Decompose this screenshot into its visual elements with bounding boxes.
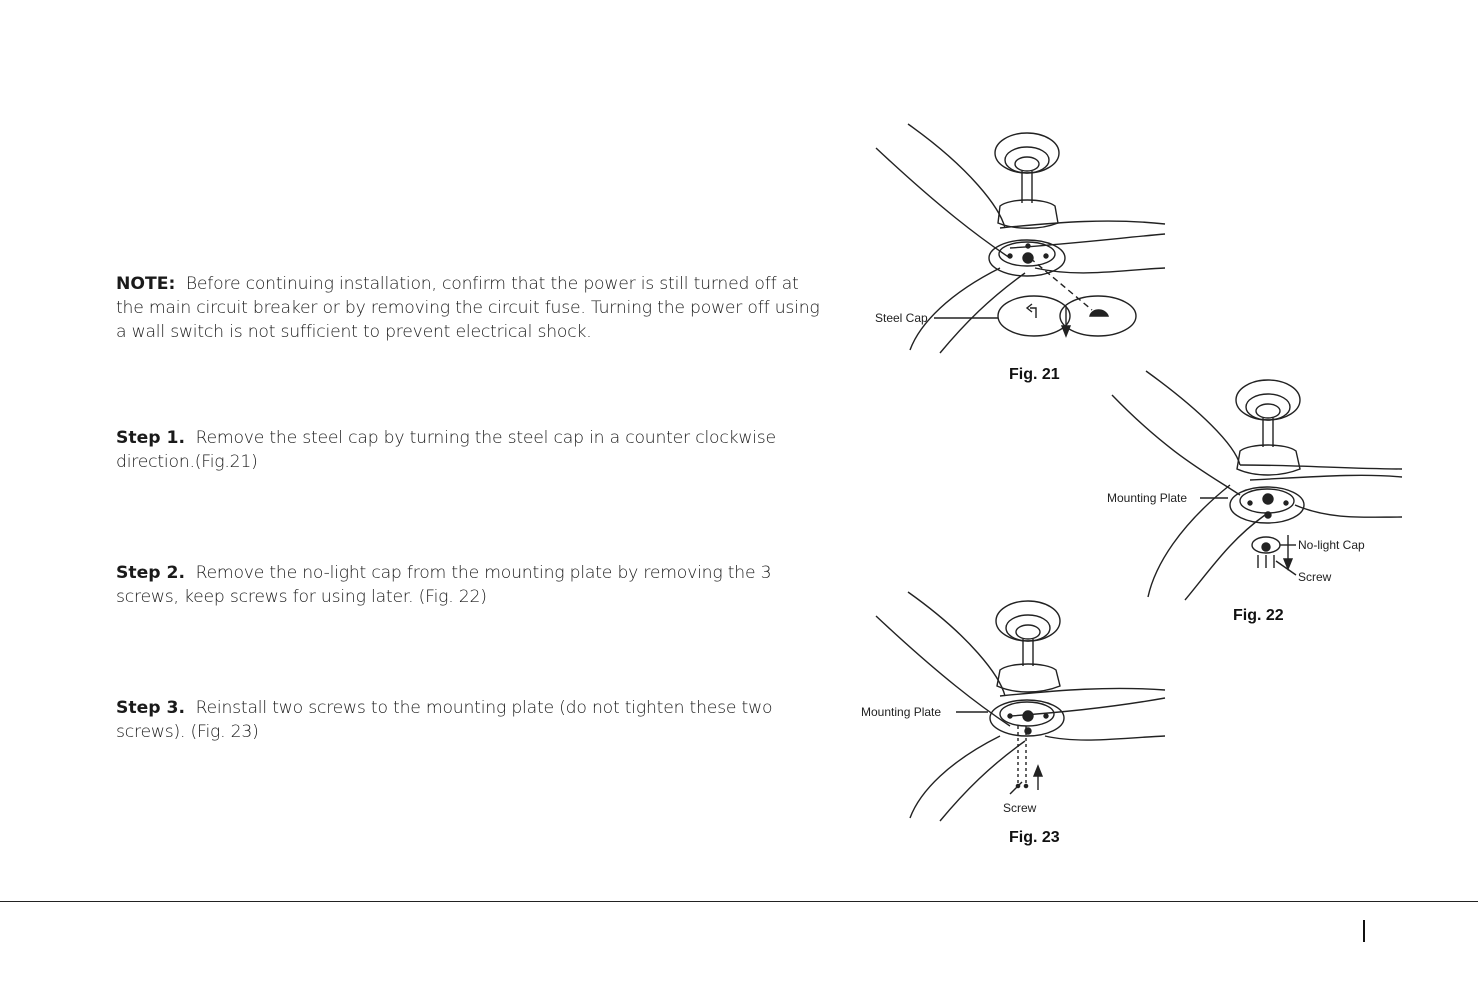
fig23-screw-label: Screw (1003, 801, 1037, 815)
fig21-caption: Fig. 21 (1009, 366, 1060, 383)
note-text: Before continuing installation, confirm that the power is still turned off at the main circuit breaker or by removing the circuit fuse. Turning the power off using a wall switch is not sufficient to prevent electrical shock. (116, 274, 820, 342)
step-3-paragraph (116, 696, 826, 744)
figure-23 (860, 586, 1160, 826)
figure-22 (1100, 365, 1400, 605)
fig23-caption: Fig. 23 (1009, 829, 1060, 846)
page-marker-bar (1363, 920, 1365, 942)
step-2-paragraph (116, 561, 826, 609)
step-1-paragraph (116, 426, 826, 474)
step-1-label: Step 1. (116, 428, 186, 448)
figure-21 (860, 118, 1160, 358)
fig21-steel-cap-label: Steel Cap (875, 311, 928, 325)
fig22-screw-label: Screw (1298, 570, 1332, 584)
step-2-label: Step 2. (116, 563, 186, 583)
note-paragraph (116, 272, 826, 344)
fig23-mounting-plate-label: Mounting Plate (861, 705, 942, 719)
note-label: NOTE: (116, 274, 176, 294)
step-3-label: Step 3. (116, 698, 186, 718)
step-1-text: Remove the steel cap by turning the steel cap in a counter clockwise direction.(Fig.21) (116, 428, 776, 472)
step-3-text: Reinstall two screws to the mounting plate (do not tighten these two screws). (Fig. 23) (116, 698, 773, 742)
fig22-caption: Fig. 22 (1233, 607, 1284, 624)
footer-divider (0, 901, 1478, 902)
fig22-mounting-plate-label: Mounting Plate (1107, 491, 1188, 505)
step-2-text: Remove the no-light cap from the mounting plate by removing the 3 screws, keep screws for using later. (Fig. 22) (116, 563, 772, 607)
fig22-no-light-cap-label: No-light Cap (1298, 538, 1365, 552)
